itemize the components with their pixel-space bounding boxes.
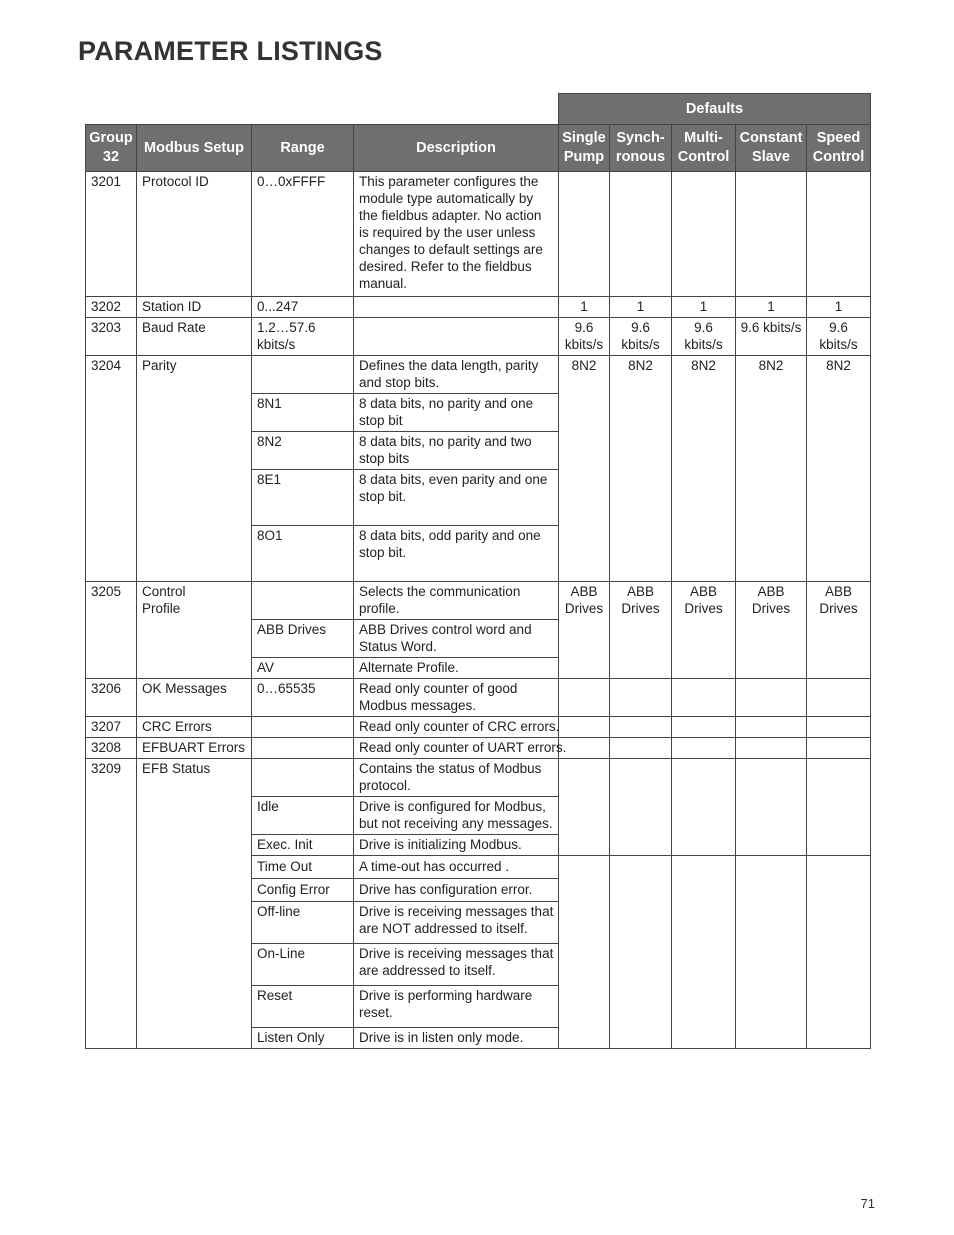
default-single-pump: ABB Drives [559,582,610,679]
param-number: 3205 [86,582,137,679]
col-header-single-pump: Single Pump [559,125,610,172]
param-range [252,356,354,394]
param-number: 3208 [86,738,137,759]
option-range: 8E1 [252,470,354,526]
default-speed-control: 1 [807,297,871,318]
parameter-table [85,93,871,1049]
col-header-speed-control: Speed Control [807,125,871,172]
option-range: AV [252,658,354,679]
option-range: On-Line [252,944,354,986]
param-number: 3203 [86,318,137,356]
option-range: Time Out [252,856,354,879]
param-range [252,582,354,620]
col-header-constant-slave: Constant Slave [736,125,807,172]
param-name: Baud Rate [137,318,252,356]
default-synchronous: ABB Drives [610,582,672,679]
option-description: ABB Drives control word and Status Word. [354,620,559,658]
table-row [86,356,871,394]
table-row [86,759,871,797]
default-synchronous: 8N2 [610,356,672,582]
default-synchronous: 9.6 kbits/s [610,318,672,356]
option-description: Drive is initializing Modbus. [354,835,559,856]
param-name: EFB Status [137,759,252,1049]
table-row [86,582,871,620]
param-description: Read only counter of CRC errors. [354,717,559,738]
option-range: Exec. Init [252,835,354,856]
param-range [252,738,354,759]
default-speed-control: 9.6 kbits/s [807,318,871,356]
param-description [354,297,559,318]
default-multi-control: 9.6 kbits/s [672,318,736,356]
table-row [86,297,871,318]
option-description: Drive has configuration error. [354,879,559,902]
param-number: 3207 [86,717,137,738]
defaults-header: Defaults [559,94,871,125]
param-description: Read only counter of good Modbus messages. [354,679,559,717]
default-single-pump: 1 [559,297,610,318]
default-single-pump: 9.6 kbits/s [559,318,610,356]
option-range: Off-line [252,902,354,944]
col-header-synchronous: Synch-ronous [610,125,672,172]
table-row [86,172,871,297]
param-number: 3201 [86,172,137,297]
param-description: Read only counter of UART errors. [354,738,559,759]
param-name: Station ID [137,297,252,318]
default-multi-control: 8N2 [672,356,736,582]
default-synchronous: 1 [610,297,672,318]
param-range: 0…65535 [252,679,354,717]
option-range: 8N2 [252,432,354,470]
col-header-range: Range [252,125,354,172]
option-description: A time-out has occurred . [354,856,559,879]
default-constant-slave: ABB Drives [736,582,807,679]
option-description: 8 data bits, even parity and one stop bit. [354,470,559,526]
param-name: Control Profile [137,582,252,679]
option-description: 8 data bits, no parity and two stop bits [354,432,559,470]
param-description: Selects the communication profile. [354,582,559,620]
default-speed-control: 8N2 [807,356,871,582]
param-description: Contains the status of Modbus protocol. [354,759,559,797]
param-name: Protocol ID [137,172,252,297]
option-range: Listen Only [252,1028,354,1049]
param-range: 1.2…57.6 kbits/s [252,318,354,356]
option-description: Alternate Profile. [354,658,559,679]
param-description [354,318,559,356]
default-constant-slave: 9.6 kbits/s [736,318,807,356]
param-range: 0…0xFFFF [252,172,354,297]
option-range: Idle [252,797,354,835]
default-multi-control: 1 [672,297,736,318]
option-description: 8 data bits, no parity and one stop bit [354,394,559,432]
param-number: 3204 [86,356,137,582]
option-range: Reset [252,986,354,1028]
option-range: 8O1 [252,526,354,582]
param-description: This parameter configures the module type automatically by the fieldbus adapter. No action is required by the user unless changes to default settings are desired. Refer to the fieldbus manual. [354,172,559,297]
page-title: PARAMETER LISTINGS [78,36,383,66]
option-description: 8 data bits, odd parity and one stop bit. [354,526,559,582]
param-number: 3202 [86,297,137,318]
param-number: 3206 [86,679,137,717]
table-row [86,679,871,717]
default-multi-control: ABB Drives [672,582,736,679]
default-single-pump: 8N2 [559,356,610,582]
option-range: Config Error [252,879,354,902]
option-description: Drive is configured for Modbus, but not receiving any messages. [354,797,559,835]
param-range [252,759,354,797]
option-range: ABB Drives [252,620,354,658]
table-row [86,738,871,759]
col-header-setup: Modbus Setup [137,125,252,172]
param-name: OK Messages [137,679,252,717]
param-number: 3209 [86,759,137,1049]
table-row [86,717,871,738]
option-description: Drive is in listen only mode. [354,1028,559,1049]
param-range: 0...247 [252,297,354,318]
col-header-multi-control: Multi-Control [672,125,736,172]
param-name: EFBUART Errors [137,738,252,759]
default-constant-slave: 1 [736,297,807,318]
default-constant-slave: 8N2 [736,356,807,582]
table-row [86,318,871,356]
param-name: Parity [137,356,252,582]
param-description: Defines the data length, parity and stop bits. [354,356,559,394]
col-header-description: Description [354,125,559,172]
col-header-group: Group 32 [86,125,137,172]
option-description: Drive is receiving messages that are addressed to itself. [354,944,559,986]
option-description: Drive is receiving messages that are NOT addressed to itself. [354,902,559,944]
option-range: 8N1 [252,394,354,432]
default-speed-control: ABB Drives [807,582,871,679]
page-number: 71 [860,1196,875,1211]
param-range [252,717,354,738]
option-description: Drive is performing hardware reset. [354,986,559,1028]
param-name: CRC Errors [137,717,252,738]
